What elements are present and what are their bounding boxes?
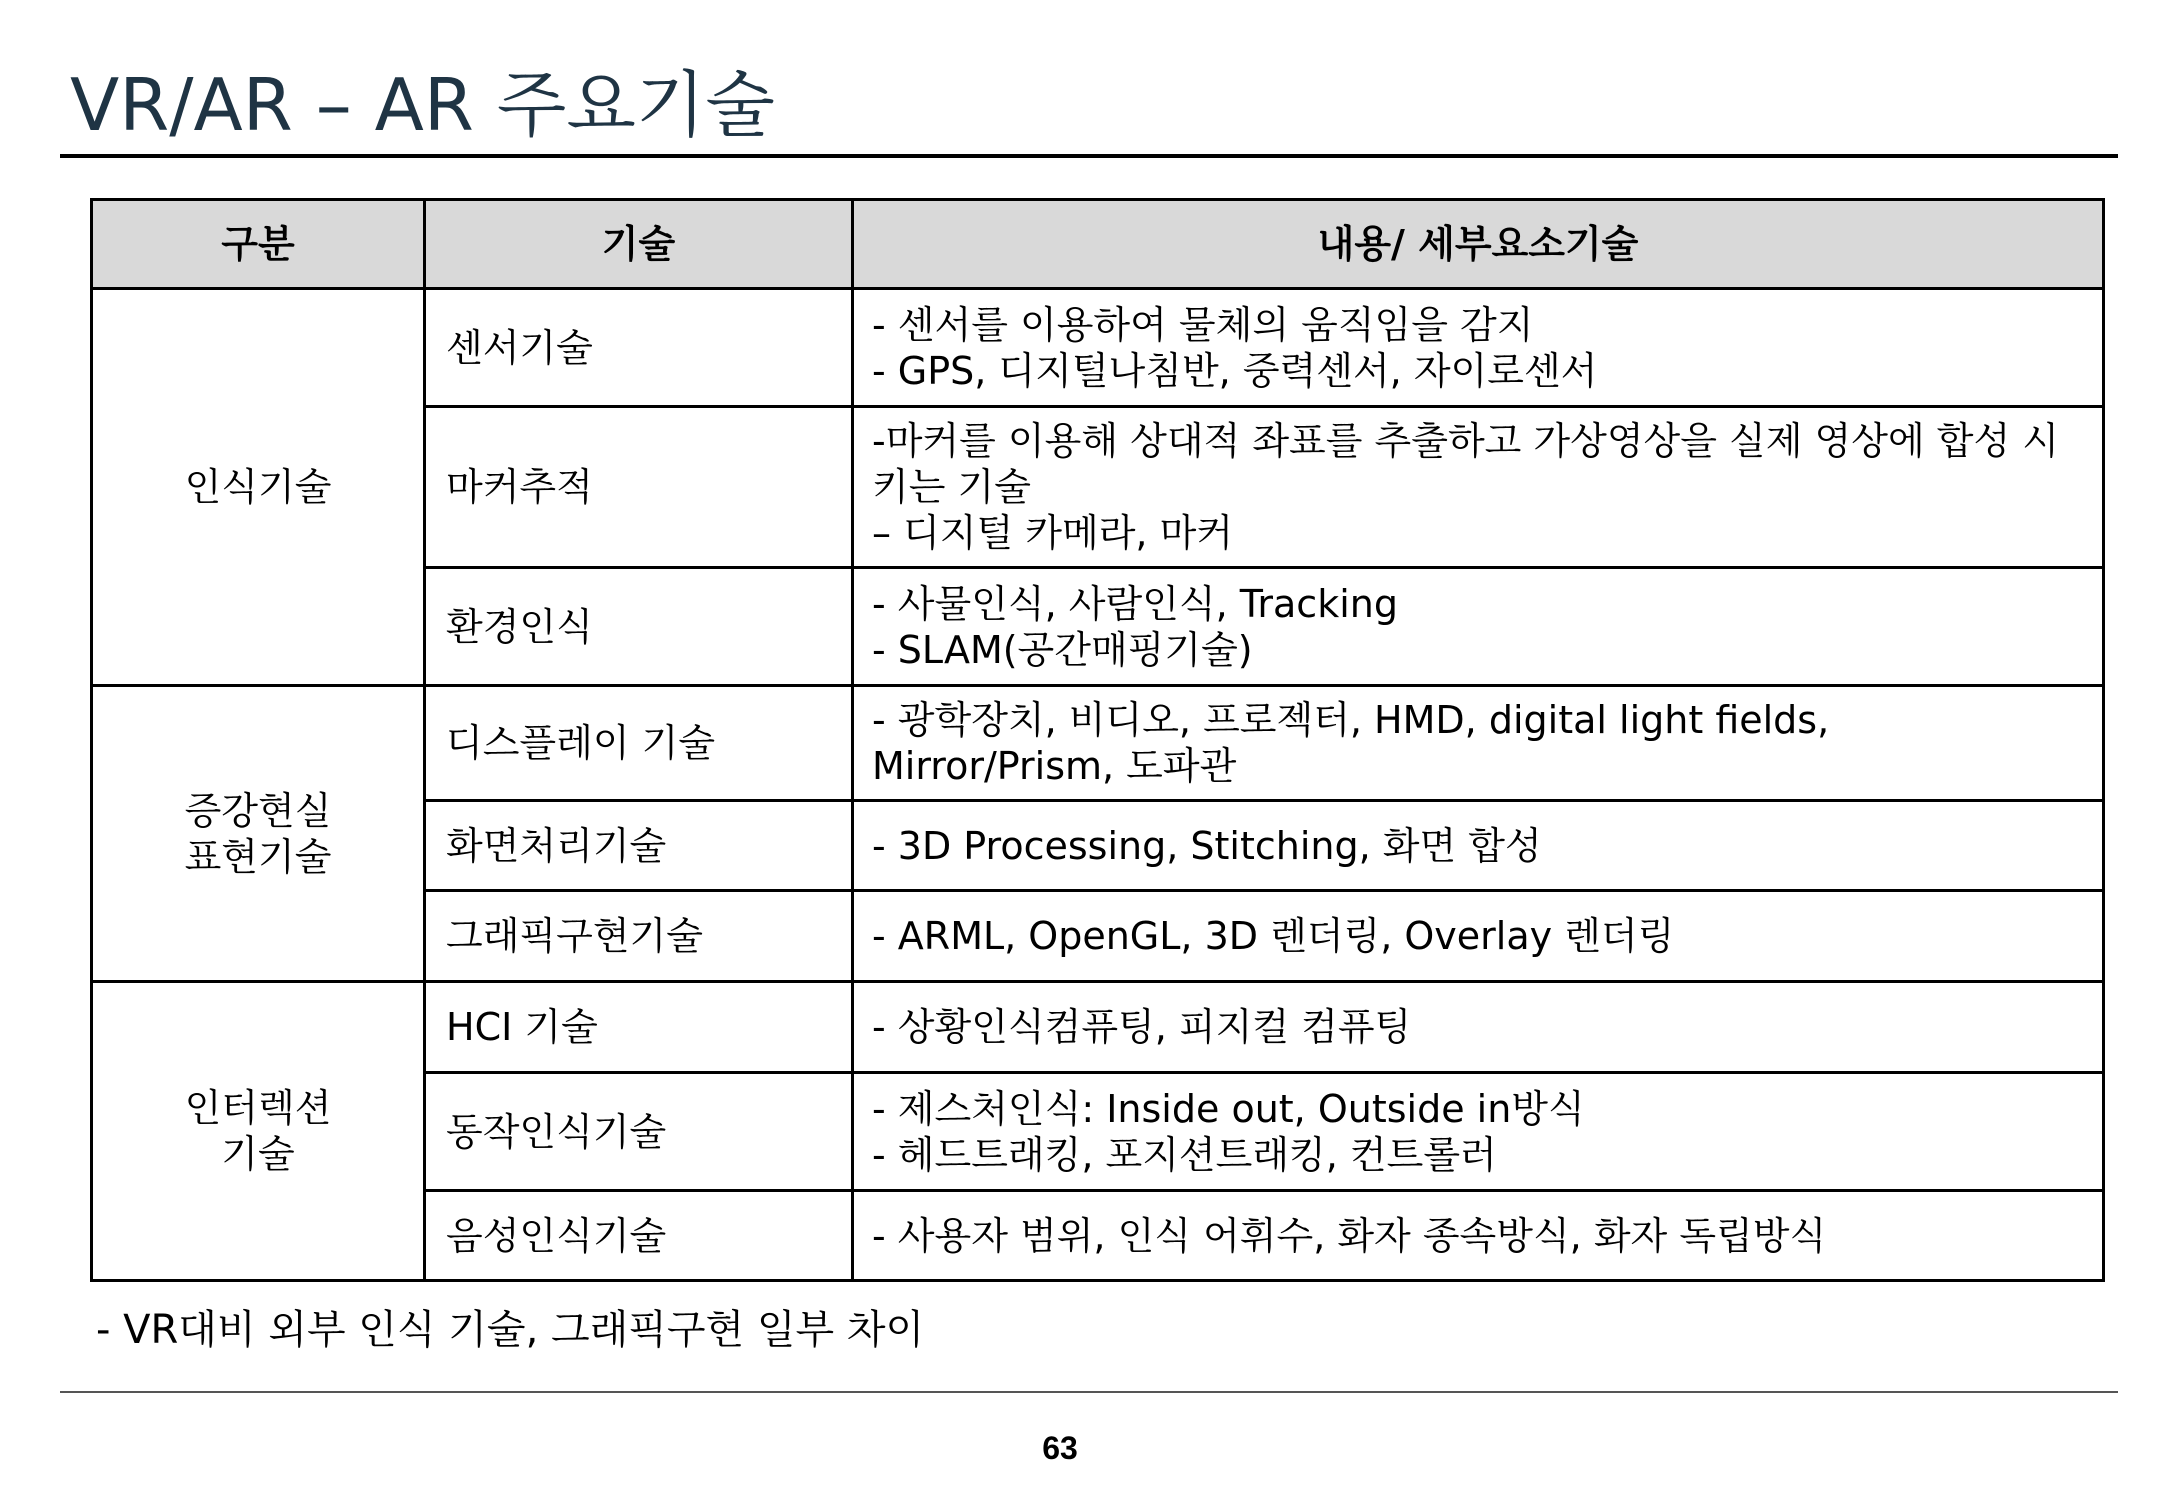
- category-label: 기술: [221, 1132, 295, 1176]
- header-category: 구분: [92, 200, 425, 289]
- table-header-row: [92, 200, 2104, 289]
- category-cell-recognition: [92, 289, 425, 686]
- tech-cell: 동작인식기술: [425, 1073, 853, 1191]
- category-cell-interaction: [92, 982, 425, 1281]
- footnote: - VR대비 외부 인식 기술, 그래픽구현 일부 차이: [96, 1307, 925, 1353]
- detail-line: - SLAM(공간매핑기술): [872, 627, 1253, 672]
- tech-table: [90, 198, 2105, 1282]
- detail-cell: [853, 891, 2104, 982]
- detail-line: - 상황인식컴퓨팅, 피지컬 컴퓨팅: [872, 1005, 1412, 1049]
- detail-line: - 사용자 범위, 인식 어휘수, 화자 종속방식, 화자 독립방식: [872, 1213, 1827, 1258]
- category-label: 인식기술: [184, 465, 332, 509]
- tech-cell: 음성인식기술: [425, 1191, 853, 1281]
- detail-line: - 헤드트래킹, 포지션트래킹, 컨트롤러: [872, 1132, 1497, 1177]
- table-row: [92, 982, 2104, 1073]
- detail-line: - 광학장치, 비디오, 프로젝터, HMD, digital light fields, Mirror/Prism, 도파관: [872, 698, 1830, 788]
- tech-cell: 화면처리기술: [425, 801, 853, 891]
- detail-line: - 3D Processing, Stitching, 화면 합성: [872, 823, 1542, 868]
- tech-cell: 마커추적: [425, 407, 853, 568]
- header-technology: 기술: [425, 200, 853, 289]
- detail-line: - GPS, 디지털나침반, 중력센서, 자이로센서: [872, 348, 1598, 393]
- category-label: 표현기술: [184, 834, 332, 879]
- detail-cell: [853, 1073, 2104, 1191]
- page-number: 63: [1042, 1430, 1078, 1466]
- page-title: VR/AR – AR 주요기술: [70, 63, 775, 147]
- tech-cell: HCI 기술: [425, 982, 853, 1073]
- detail-line: - 센서를 이용하여 물체의 움직임을 감지: [872, 302, 1534, 347]
- detail-line: – 디지털 카메라, 마커: [872, 511, 1233, 555]
- detail-line: - 사물인식, 사람인식, Tracking: [872, 581, 1398, 626]
- detail-cell: [853, 686, 2104, 801]
- detail-cell: [853, 568, 2104, 686]
- detail-cell: [853, 289, 2104, 407]
- category-cell-ar-expression: [92, 686, 425, 982]
- detail-cell: [853, 982, 2104, 1073]
- footer-divider: [60, 1391, 2118, 1393]
- tech-cell: 센서기술: [425, 289, 853, 407]
- detail-cell: [853, 407, 2104, 568]
- tech-cell: 디스플레이 기술: [425, 686, 853, 801]
- table-row: [92, 289, 2104, 407]
- detail-cell: [853, 801, 2104, 891]
- tech-cell: 그래픽구현기술: [425, 891, 853, 982]
- detail-line: -마커를 이용해 상대적 좌표를 추출하고 가상영상을 실제 영상에 합성 시키는 기술: [872, 419, 2059, 509]
- detail-line: - 제스처인식: Inside out, Outside in방식: [872, 1086, 1585, 1131]
- tech-cell: 환경인식: [425, 568, 853, 686]
- category-label: 인터렉션: [184, 1086, 332, 1130]
- detail-line: - ARML, OpenGL, 3D 렌더링, Overlay 렌더링: [872, 914, 1675, 958]
- title-divider: [60, 154, 2118, 158]
- detail-cell: [853, 1191, 2104, 1281]
- header-details: 내용/ 세부요소기술: [853, 200, 2104, 289]
- category-label: 증강현실: [184, 788, 332, 833]
- table-row: [92, 686, 2104, 801]
